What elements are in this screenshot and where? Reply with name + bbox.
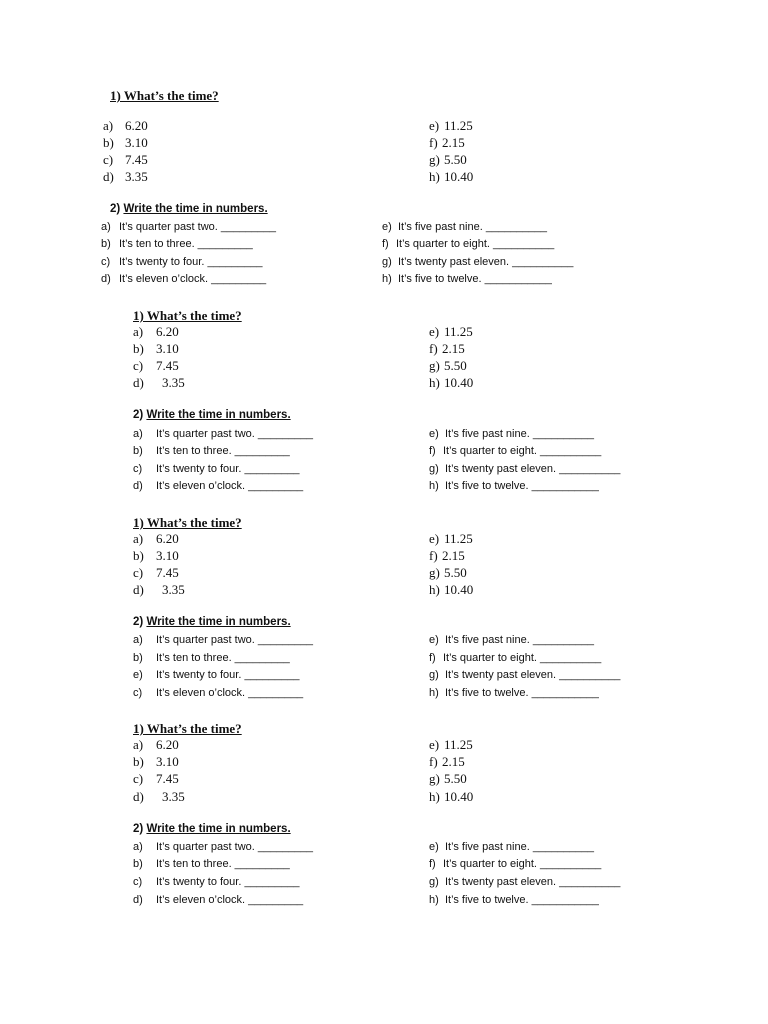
- item-letter: a): [133, 737, 144, 752]
- item-sentence: It’s twenty to four. _________: [156, 876, 300, 888]
- item-letter: h): [382, 273, 392, 285]
- write-item-right: [429, 687, 599, 699]
- item-sentence: It’s ten to three. _________: [119, 238, 253, 250]
- time-value: 3.35: [125, 169, 148, 184]
- time-value: 5.50: [444, 771, 467, 786]
- item-letter: g): [429, 358, 440, 373]
- item-letter: g): [429, 669, 439, 681]
- item-letter: a): [133, 428, 143, 440]
- time-item-right: [429, 118, 473, 134]
- time-question-title: 1) What’s the time?: [133, 721, 242, 736]
- time-value: 3.10: [156, 341, 179, 356]
- time-item-left: [133, 754, 179, 770]
- question-number: 2): [133, 409, 144, 421]
- write-question-title: [133, 823, 291, 835]
- item-letter: a): [133, 634, 143, 646]
- time-item-right: [429, 152, 467, 168]
- time-value: 3.10: [156, 754, 179, 769]
- question-label: Write the time in numbers.: [123, 203, 268, 215]
- time-value: 11.25: [444, 118, 473, 133]
- item-letter: c): [133, 358, 144, 373]
- write-item-right: [429, 445, 601, 457]
- write-item-left: [133, 463, 300, 475]
- item-sentence: It’s five to twelve. ___________: [445, 894, 599, 906]
- item-letter: f): [429, 754, 438, 769]
- item-letter: h): [429, 582, 440, 597]
- time-item-left: [133, 548, 179, 564]
- item-letter: c): [133, 565, 144, 580]
- item-sentence: It’s five to twelve. ___________: [445, 687, 599, 699]
- item-sentence: It’s twenty to four. _________: [156, 669, 300, 681]
- item-sentence: It’s quarter past two. _________: [156, 634, 313, 646]
- write-item-right: [382, 256, 573, 268]
- time-item-right: [429, 582, 473, 598]
- time-value: 7.45: [156, 565, 179, 580]
- item-letter: h): [429, 480, 439, 492]
- write-item-right: [382, 273, 552, 285]
- item-letter: g): [429, 565, 440, 580]
- item-sentence: It’s twenty past eleven. __________: [398, 256, 574, 268]
- time-item-left: [133, 531, 179, 547]
- item-letter: c): [133, 687, 143, 699]
- time-item-left: [133, 565, 179, 581]
- item-letter: f): [429, 135, 438, 150]
- write-item-left: [133, 876, 300, 888]
- item-sentence: It’s five past nine. __________: [445, 841, 595, 853]
- question-number: 2): [133, 823, 144, 835]
- item-letter: f): [429, 548, 438, 563]
- item-letter: f): [429, 858, 436, 870]
- write-item-right: [382, 221, 547, 233]
- write-item-right: [429, 463, 620, 475]
- item-sentence: It’s eleven o’clock. _________: [156, 687, 304, 699]
- item-letter: d): [103, 169, 114, 184]
- item-sentence: It’s quarter to eight. __________: [443, 445, 602, 457]
- write-item-right: [429, 894, 599, 906]
- item-letter: b): [133, 652, 143, 664]
- item-letter: d): [133, 582, 144, 597]
- item-sentence: It’s five past nine. __________: [445, 634, 595, 646]
- time-value: 3.35: [162, 582, 185, 597]
- item-sentence: It’s twenty to four. _________: [119, 256, 263, 268]
- item-letter: g): [382, 256, 392, 268]
- time-value: 3.35: [162, 375, 185, 390]
- write-item-left: [133, 687, 303, 699]
- write-item-right: [429, 876, 620, 888]
- write-item-right: [429, 634, 594, 646]
- item-letter: e): [429, 324, 440, 339]
- time-item-left: [133, 737, 179, 753]
- item-sentence: It’s quarter past two. _________: [156, 841, 313, 853]
- write-item-right: [429, 652, 601, 664]
- item-letter: h): [429, 169, 440, 184]
- item-letter: h): [429, 687, 439, 699]
- time-value: 7.45: [125, 152, 148, 167]
- item-letter: d): [133, 789, 144, 804]
- item-sentence: It’s quarter to eight. __________: [396, 238, 555, 250]
- item-letter: h): [429, 894, 439, 906]
- item-sentence: It’s five to twelve. ___________: [398, 273, 552, 285]
- item-sentence: It’s five past nine. __________: [445, 428, 595, 440]
- time-value: 2.15: [442, 754, 465, 769]
- item-letter: b): [133, 445, 143, 457]
- write-question-title: [133, 616, 291, 628]
- time-item-left: [133, 358, 179, 374]
- item-letter: c): [133, 463, 143, 475]
- item-letter: e): [429, 428, 439, 440]
- time-value: 6.20: [156, 737, 179, 752]
- item-letter: d): [133, 894, 143, 906]
- question-label: Write the time in numbers.: [146, 616, 291, 628]
- time-question-title: 1) What’s the time?: [133, 308, 242, 323]
- time-item-right: [429, 789, 473, 805]
- time-item-left: [133, 341, 179, 357]
- time-value: 11.25: [444, 324, 473, 339]
- item-letter: d): [133, 480, 143, 492]
- item-sentence: It’s twenty to four. _________: [156, 463, 300, 475]
- item-sentence: It’s quarter past two. _________: [156, 428, 313, 440]
- question-label: Write the time in numbers.: [146, 823, 291, 835]
- item-letter: g): [429, 876, 439, 888]
- question-number: 2): [133, 616, 144, 628]
- write-item-right: [429, 428, 594, 440]
- question-number: 2): [110, 203, 121, 215]
- time-value: 11.25: [444, 531, 473, 546]
- time-item-left: [103, 152, 148, 168]
- time-item-left: [103, 135, 148, 151]
- item-letter: h): [429, 789, 440, 804]
- item-letter: g): [429, 152, 440, 167]
- time-item-right: [429, 169, 473, 185]
- write-item-left: [133, 480, 303, 492]
- item-letter: c): [101, 256, 111, 268]
- time-value: 10.40: [444, 789, 474, 804]
- time-value: 10.40: [444, 169, 474, 184]
- time-item-left: [133, 771, 179, 787]
- time-question-title: 1) What’s the time?: [133, 515, 242, 530]
- write-item-left: [133, 634, 313, 646]
- item-letter: d): [133, 375, 144, 390]
- time-item-right: [429, 341, 465, 357]
- item-sentence: It’s eleven o’clock. _________: [156, 894, 304, 906]
- item-letter: b): [133, 858, 143, 870]
- write-item-right: [429, 858, 601, 870]
- item-sentence: It’s five to twelve. ___________: [445, 480, 599, 492]
- time-item-right: [429, 565, 467, 581]
- time-value: 5.50: [444, 358, 467, 373]
- write-item-left: [133, 428, 313, 440]
- time-value: 7.45: [156, 771, 179, 786]
- time-item-right: [429, 754, 465, 770]
- time-item-right: [429, 375, 473, 391]
- item-letter: b): [133, 548, 144, 563]
- write-item-right: [429, 669, 620, 681]
- time-item-left: [103, 118, 148, 134]
- time-value: 11.25: [444, 737, 473, 752]
- time-item-left: [133, 324, 179, 340]
- time-value: 10.40: [444, 375, 474, 390]
- item-letter: c): [133, 771, 144, 786]
- write-question-title: [133, 409, 291, 421]
- time-value: 7.45: [156, 358, 179, 373]
- item-letter: a): [133, 324, 144, 339]
- item-letter: d): [101, 273, 111, 285]
- time-value: 5.50: [444, 565, 467, 580]
- time-value: 3.10: [156, 548, 179, 563]
- item-letter: c): [103, 152, 114, 167]
- item-sentence: It’s eleven o’clock. _________: [119, 273, 267, 285]
- item-letter: h): [429, 375, 440, 390]
- item-letter: f): [429, 445, 436, 457]
- item-letter: b): [133, 341, 144, 356]
- item-letter: e): [429, 118, 440, 133]
- write-item-right: [382, 238, 554, 250]
- time-item-right: [429, 548, 465, 564]
- time-value: 10.40: [444, 582, 474, 597]
- time-value: 3.10: [125, 135, 148, 150]
- write-item-left: [133, 652, 290, 664]
- time-value: 2.15: [442, 548, 465, 563]
- write-item-left: [133, 841, 313, 853]
- time-item-left: [103, 169, 148, 185]
- item-letter: a): [133, 531, 144, 546]
- time-item-right: [429, 324, 473, 340]
- write-item-right: [429, 841, 594, 853]
- time-value: 6.20: [156, 531, 179, 546]
- write-item-left: [101, 273, 266, 285]
- item-letter: e): [382, 221, 392, 233]
- time-value: 2.15: [442, 135, 465, 150]
- item-letter: a): [133, 841, 143, 853]
- time-value: 6.20: [156, 324, 179, 339]
- write-question-title: [110, 203, 268, 215]
- time-item-right: [429, 358, 467, 374]
- write-item-left: [101, 256, 263, 268]
- item-letter: b): [101, 238, 111, 250]
- item-letter: e): [429, 531, 440, 546]
- time-item-right: [429, 771, 467, 787]
- item-letter: e): [429, 737, 440, 752]
- item-letter: e): [429, 634, 439, 646]
- item-letter: a): [101, 221, 111, 233]
- item-letter: g): [429, 771, 440, 786]
- time-value: 5.50: [444, 152, 467, 167]
- item-letter: c): [133, 876, 143, 888]
- item-sentence: It’s ten to three. _________: [156, 858, 290, 870]
- item-sentence: It’s ten to three. _________: [156, 445, 290, 457]
- time-value: 2.15: [442, 341, 465, 356]
- item-sentence: It’s ten to three. _________: [156, 652, 290, 664]
- item-sentence: It’s twenty past eleven. __________: [445, 876, 621, 888]
- item-sentence: It’s quarter past two. _________: [119, 221, 276, 233]
- write-item-left: [101, 238, 253, 250]
- item-sentence: It’s five past nine. __________: [398, 221, 548, 233]
- item-sentence: It’s eleven o’clock. _________: [156, 480, 304, 492]
- time-item-right: [429, 531, 473, 547]
- time-item-left: [133, 582, 185, 598]
- write-item-left: [101, 221, 276, 233]
- time-item-right: [429, 135, 465, 151]
- item-letter: e): [429, 841, 439, 853]
- item-letter: g): [429, 463, 439, 475]
- item-letter: f): [429, 341, 438, 356]
- time-value: 3.35: [162, 789, 185, 804]
- item-letter: e): [133, 669, 143, 681]
- item-sentence: It’s quarter to eight. __________: [443, 858, 602, 870]
- item-sentence: It’s twenty past eleven. __________: [445, 463, 621, 475]
- item-sentence: It’s twenty past eleven. __________: [445, 669, 621, 681]
- write-item-left: [133, 894, 303, 906]
- question-label: Write the time in numbers.: [146, 409, 291, 421]
- time-item-left: [133, 789, 185, 805]
- write-item-right: [429, 480, 599, 492]
- write-item-left: [133, 858, 290, 870]
- time-value: 6.20: [125, 118, 148, 133]
- time-item-left: [133, 375, 185, 391]
- item-letter: b): [133, 754, 144, 769]
- item-letter: f): [382, 238, 389, 250]
- time-question-title: 1) What’s the time?: [110, 88, 219, 103]
- item-letter: f): [429, 652, 436, 664]
- write-item-left: [133, 669, 300, 681]
- write-item-left: [133, 445, 290, 457]
- time-item-right: [429, 737, 473, 753]
- item-letter: b): [103, 135, 114, 150]
- item-letter: a): [103, 118, 114, 133]
- item-sentence: It’s quarter to eight. __________: [443, 652, 602, 664]
